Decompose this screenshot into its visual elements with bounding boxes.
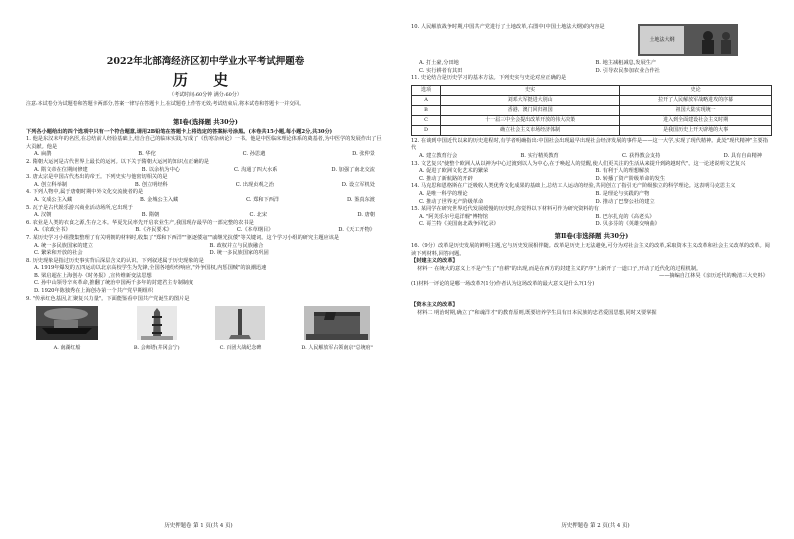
question-1: 1. 他是东汉末年的名医,在总结前人经验基础上,结合自己的临床实践,写成了《伤寒杂病论》一书。他是中医临床理论体系的奠基者,为中医学的发展作出了巨大贡献。他是: [26, 136, 382, 150]
option-d: D. 贝多芬的《英雄交响曲》: [595, 221, 660, 228]
option-b: B. 金城公主入藏: [140, 196, 179, 203]
option-a: A. 建立教育行会: [419, 152, 458, 159]
table-cell: 进入到全面建设社会主义时期: [620, 115, 772, 125]
question-3: 3. 唐太宗是中国古代杰出的帝王。下列史实与他密切相关的是: [26, 174, 168, 181]
option-a: A. "阿芙乐尔号巡洋舰"博物馆: [419, 213, 488, 220]
image-caption-c: C. 百团大战纪念碑: [219, 344, 262, 351]
image-option-b: [134, 306, 180, 352]
question-6: 6. 农业是人类的衣食之源,生存之本。华夏先民率先开启农业生产,我国现存最早的一部完整的农书是: [26, 219, 254, 226]
question-10-options: [411, 60, 772, 75]
option-b: B. 实行精英教育: [520, 152, 559, 159]
question-16-material-2: 材料二 明治时期,确立了"和魂洋才"的教育原则,既要培养学生具有日本民族的忠君爱国思想,同时又要掌握: [417, 310, 657, 317]
image-caption-a: A. 南湖红船: [53, 344, 81, 351]
question-14: 14. 马克思和恩格斯在广泛吸收人类优秀文化成果的基础上,总结工人运动的经验,共同创立了指引无产阶级独立的科学理论。这表明马克思主义: [411, 183, 736, 190]
option-c: C. 北宋: [249, 212, 268, 219]
exam-title: 2022年北部湾经济区初中学业水平考试押题卷: [106, 56, 305, 67]
option-c: C. 郑和下西洋: [246, 196, 280, 203]
option-a: A. 打土豪,分田地: [419, 60, 459, 66]
option-d: D. 设立军机处: [341, 181, 375, 188]
option-b: B. 以余杭为中心: [141, 166, 180, 173]
option-c: C. 获得教会支持: [622, 152, 661, 159]
option-c: C. 繁荣和开放的社会: [34, 250, 83, 257]
page-footer: 历史押题卷 第 2 页(共 4 页): [561, 523, 630, 529]
table-header-option: 选项: [412, 85, 441, 95]
option-a: A. 是唯一科学的理论: [419, 190, 468, 197]
option-c: C. 推动了世界无产阶级革命: [419, 198, 484, 205]
option-d: D. 鉴真东渡: [346, 196, 375, 203]
land-reform-photo: [638, 24, 738, 56]
presidential-palace-photo: [304, 306, 370, 340]
red-boat-photo: [36, 306, 98, 340]
option-c: C. 孙思邈: [242, 151, 266, 158]
question-2: 2. 隋朝大运河是古代世界上最长的运河。以下关于隋朝大运河的知识点正确的是: [26, 158, 209, 165]
question-8-option-d: D. 1920年陈独秀在上海创办第一个共产党早期组织: [34, 288, 154, 295]
option-a: A. 汉朝: [34, 212, 52, 219]
question-13: 13. 文艺复兴"使整个欧洲人从以神为中心过渡到以人为中心,在于唤起人的觉醒,使人们更关注的生活从来提升到跨越时代"。这一论述说明文艺复兴: [411, 160, 746, 167]
option-b: B. 是理论与实践的产物: [595, 190, 650, 197]
table-cell: 是我国历史上开天辟地的大事: [620, 125, 772, 135]
option-d: D. 加强了南北交流: [331, 166, 375, 173]
question-4: 4. 下列人物中,属于唐朝时期中外文化交流使者的是: [26, 189, 144, 196]
option-a: A. 促进了欧洲文化艺术的繁荣: [419, 168, 489, 175]
table-cell: 香港、澳门回归祖国: [441, 105, 620, 115]
table-header-comment: 史论: [620, 85, 772, 95]
option-b: B. 政权并立与民族融合: [209, 242, 264, 249]
option-a: A. 隋文帝在位期间修建: [34, 166, 88, 173]
option-c: C. 推动了新航路的开辟: [419, 175, 473, 182]
question-14-options: [411, 191, 772, 206]
option-b: B. 隋朝: [141, 212, 160, 219]
exam-note: 注意:本试卷分为试题卷和答题卡两部分,答案一律写在答题卡上,在试题卷上作答无效;考试结束后,将本试卷和答题卡一并交回。: [26, 101, 305, 107]
question-16-heading-1: 【封建主义的改革】: [411, 258, 458, 265]
table-header-row: [412, 85, 772, 95]
option-a: A.《农政全书》: [34, 227, 71, 234]
option-b: B.《齐民要术》: [135, 227, 172, 234]
question-13-options: [411, 168, 772, 183]
question-8-option-b: B. 梁启超在上海创办《时务报》,宣传维新变法思想: [34, 272, 152, 279]
option-d: D. 推动了巴黎公社的建立: [595, 198, 655, 205]
table-row: [412, 125, 772, 135]
option-c: C. 实行耕者有其田: [419, 67, 463, 74]
question-6-options: [26, 227, 385, 235]
question-8-option-c: C. 孙中山领导辛亥革命,推翻了统治中国两千多年的封建君主专制制度: [34, 280, 194, 287]
option-b: B. 有利于人的理想解放: [595, 168, 650, 175]
table-cell: 拉开了人民解放军战略进攻的序幕: [620, 95, 772, 105]
option-c: C. 出现贞观之治: [235, 181, 274, 188]
question-15-options: [411, 214, 772, 229]
table-cell: C: [412, 115, 441, 125]
question-4-options: [26, 197, 385, 205]
option-b: B. 地主减租减息,发展生产: [595, 60, 657, 66]
question-7-options: [26, 243, 385, 258]
option-c: C.《本草纲目》: [236, 227, 274, 234]
option-d: D. 张仲景: [352, 151, 375, 158]
section-1-title: 第Ⅰ卷(选择题 共30分): [173, 117, 238, 126]
question-7: 7. 某历史学习小组搜集整理了有关明朝的材料时,收集了"郑和下西洋""驱逐倭寇""戚继光抗倭"等关键词。这个学习小组的研究主题应该是: [26, 234, 340, 241]
image-option-c: [215, 306, 265, 352]
question-10: 10. 人民解放战争时期,中国共产党进行了土地改革,右图中(中国土地法大纲)的内容是: [411, 24, 605, 30]
table-cell: 确立社会主义市场经济体制: [441, 125, 620, 135]
table-cell: 十一届三中全会提出改革开放的伟大决策: [441, 115, 620, 125]
question-10-block: [411, 24, 772, 58]
image-option-a: [36, 306, 98, 352]
option-d: D. 统一多民族国家的巩固: [209, 250, 269, 257]
table-cell: D: [412, 125, 441, 135]
question-9-images: [26, 303, 385, 352]
subject-title: 历 史: [172, 71, 239, 89]
exam-meta: （考试时间:60分钟 满分:60分）: [169, 92, 242, 98]
table-cell: 刘邓大军挺进大别山: [441, 95, 620, 105]
question-16-source: ——摘编自江林昊《亲历近代的晚清三大史料》: [659, 273, 768, 280]
option-b: B. 巴尔扎克的《高老头》: [595, 213, 655, 220]
image-option-d: [301, 306, 373, 352]
option-b: B. 创立明经科: [134, 181, 168, 188]
question-8-option-a: A. 1919年爆发的五四运动以北京高校学生为先锋,全国各地纷纷响应,"外争国权,内惩国贼"的浪潮迅速: [34, 265, 267, 272]
section-1-instruction: 下列各小题给出的四个选项中只有一个符合题意,请用2B铅笔在答题卡上将选定的答案标号涂黑。(本卷共15小题,每小题2分,共30分): [26, 128, 333, 135]
option-d: D. 转播了资产阶级革命的发生: [595, 175, 666, 182]
question-16-material-1: 材料一 在统大的意义上不是产生了"自耕"的出现,而是在西方的封建主义的"序"上新开了一道口子,开动了近代化的过程机制。: [417, 265, 702, 272]
option-b: B. 华佗: [138, 151, 156, 158]
image-caption-d: D. 人民解放军占领南京"总统府": [301, 344, 373, 351]
question-11-table: [411, 85, 772, 136]
question-12: 12. 在谈到中国近代以来的历史进程时,有学者明确指出:中国社会出现最早出现社会经济发展的事件是——这一大学,实现了现代精神。此处"现代精神"主要指代: [411, 137, 768, 152]
question-16: 16.（9分）改革是历史发展的鲜明主题,它与历史发展相伴随。改革是历史上无法避免,可分为对社会主义的改革,采取资本主义改革和社会主义改革的改革。阅读下列材料,回答问题。: [411, 242, 770, 257]
table-cell: A: [412, 95, 441, 105]
question-5-options: [26, 212, 385, 220]
section-2-title: 第Ⅱ卷(非选择题 共30分): [554, 231, 629, 240]
image-caption-b: B. 会师塔(井冈会宁): [133, 344, 180, 351]
table-row: [412, 105, 772, 115]
option-c: C. 沟通了四大水系: [233, 166, 278, 173]
option-d: D. 引导农民参加农业合作社: [595, 67, 660, 74]
option-d: D.《天工开物》: [338, 227, 375, 234]
question-9: 9. "传承红色基因,汇聚复兴力量"。下面能鉴看中国共产党诞生的图片是: [26, 295, 190, 302]
option-a: A. 统一多民族国家的建立: [34, 242, 93, 249]
option-a: A. 扁鹊: [34, 151, 52, 158]
right-page: [397, 0, 794, 539]
option-a: A. 创立科举制: [34, 181, 67, 188]
option-c: C. 哥兰特《美国南北战争回忆录》: [419, 221, 499, 228]
table-row: [412, 115, 772, 125]
option-d: D. 具有自由精神: [723, 152, 762, 159]
question-1-options: [26, 151, 385, 159]
question-16-prompt: (1)材料一评论的是哪一场改革?(1分)作者认为这场改革的最大意义是什么?(1分): [411, 280, 595, 287]
question-12-options: [411, 153, 772, 161]
tower-photo: [137, 306, 177, 340]
table-header-fact: 史实: [441, 85, 620, 95]
question-5: 5. 瓦子是古代娱乐游兴商业活动场所,它出现于: [26, 204, 133, 211]
page-footer: 历史押题卷 第 1 页(共 4 页): [164, 523, 233, 529]
question-16-heading-2: 【资本主义的改革】: [411, 302, 458, 309]
option-a: A. 文成公主入藏: [34, 196, 73, 203]
table-cell: B: [412, 105, 441, 115]
answer-space: [411, 288, 772, 302]
table-cell: 祖国大陆实现统一: [620, 105, 772, 115]
question-8: 8. 历史现象是指过历史事实背后深层含义的认识。下列叙述属于历史现象的是: [26, 257, 204, 264]
photo-label: 土地法大纲: [649, 37, 675, 43]
question-15: 15. 某同学在研究世界近代发展缓慢的历史时,你觉得以下材料可作为研究资料的有: [411, 206, 599, 213]
monument-photo: [215, 306, 265, 340]
table-row: [412, 95, 772, 105]
question-11: 11. 史论结合是历史学习的基本方法。下列史实与史论对应正确的是: [411, 75, 567, 82]
option-d: D. 唐朝: [357, 212, 375, 219]
